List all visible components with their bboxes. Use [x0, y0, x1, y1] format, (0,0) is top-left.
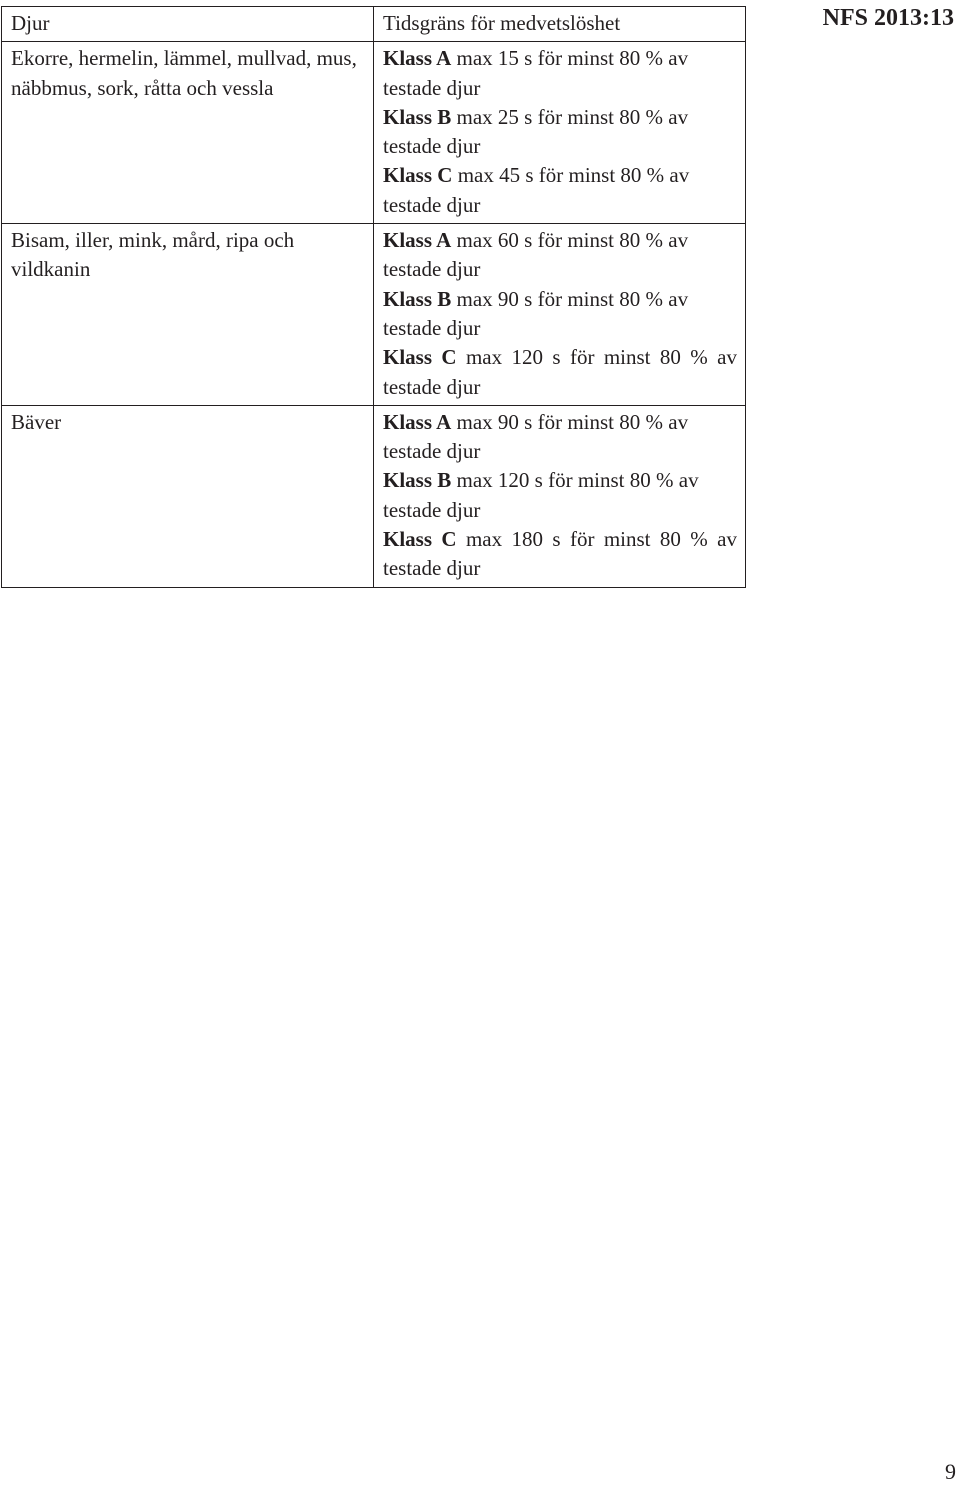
table-row [2, 42, 746, 224]
class-limit-text: max 120 s för minst 80 % av testade djur [383, 468, 699, 522]
time-limit-cell [374, 224, 746, 406]
class-limit-line [383, 161, 737, 220]
class-label: Klass A [383, 228, 452, 253]
class-limit-line [383, 226, 737, 285]
class-limit-line [383, 285, 737, 344]
table-row [2, 224, 746, 406]
class-limit-line [383, 103, 737, 162]
class-label: Klass B [383, 286, 452, 311]
class-limit-line [383, 525, 737, 584]
class-limit-line [383, 343, 737, 402]
class-limit-text: max 15 s för minst 80 % av testade djur [383, 46, 689, 100]
column-header-time-limit: Tidsgräns för medvetslöshet [374, 7, 746, 42]
stunning-time-limit-table [1, 6, 746, 588]
animal-cell: Bisam, iller, mink, mård, ripa och vildkanin [2, 224, 374, 406]
class-label: Klass C [383, 527, 457, 552]
class-limit-text: max 25 s för minst 80 % av testade djur [383, 104, 689, 159]
class-label: Klass A [383, 46, 452, 71]
class-limit-text: max 180 s för minst 80 % av testade djur [383, 527, 737, 581]
animal-cell: Ekorre, hermelin, lämmel, mullvad, mus, näbbmus, sork, råtta och vessla [2, 42, 374, 224]
class-limit-line [383, 466, 737, 525]
class-label: Klass B [383, 104, 452, 129]
time-limit-cell [374, 42, 746, 224]
class-limit-text: max 120 s för minst 80 % av testade djur [383, 345, 737, 399]
class-limit-text: max 60 s för minst 80 % av testade djur [383, 228, 689, 282]
class-limit-line [383, 408, 737, 467]
animal-cell: Bäver [2, 405, 374, 587]
table-header-row [2, 7, 746, 42]
class-label: Klass C [383, 345, 457, 370]
column-header-animal: Djur [2, 7, 374, 42]
class-label: Klass C [383, 163, 453, 188]
class-label: Klass B [383, 468, 452, 493]
time-limit-cell [374, 405, 746, 587]
class-limit-line [383, 44, 737, 103]
document-id: NFS 2013:13 [822, 5, 954, 31]
page-number: 9 [945, 1459, 956, 1484]
class-limit-text: max 90 s för minst 80 % av testade djur [383, 409, 689, 464]
class-label: Klass A [383, 409, 452, 434]
class-limit-text: max 90 s för minst 80 % av testade djur [383, 286, 689, 340]
class-limit-text: max 45 s för minst 80 % av testade djur [383, 163, 690, 217]
table-row [2, 405, 746, 587]
